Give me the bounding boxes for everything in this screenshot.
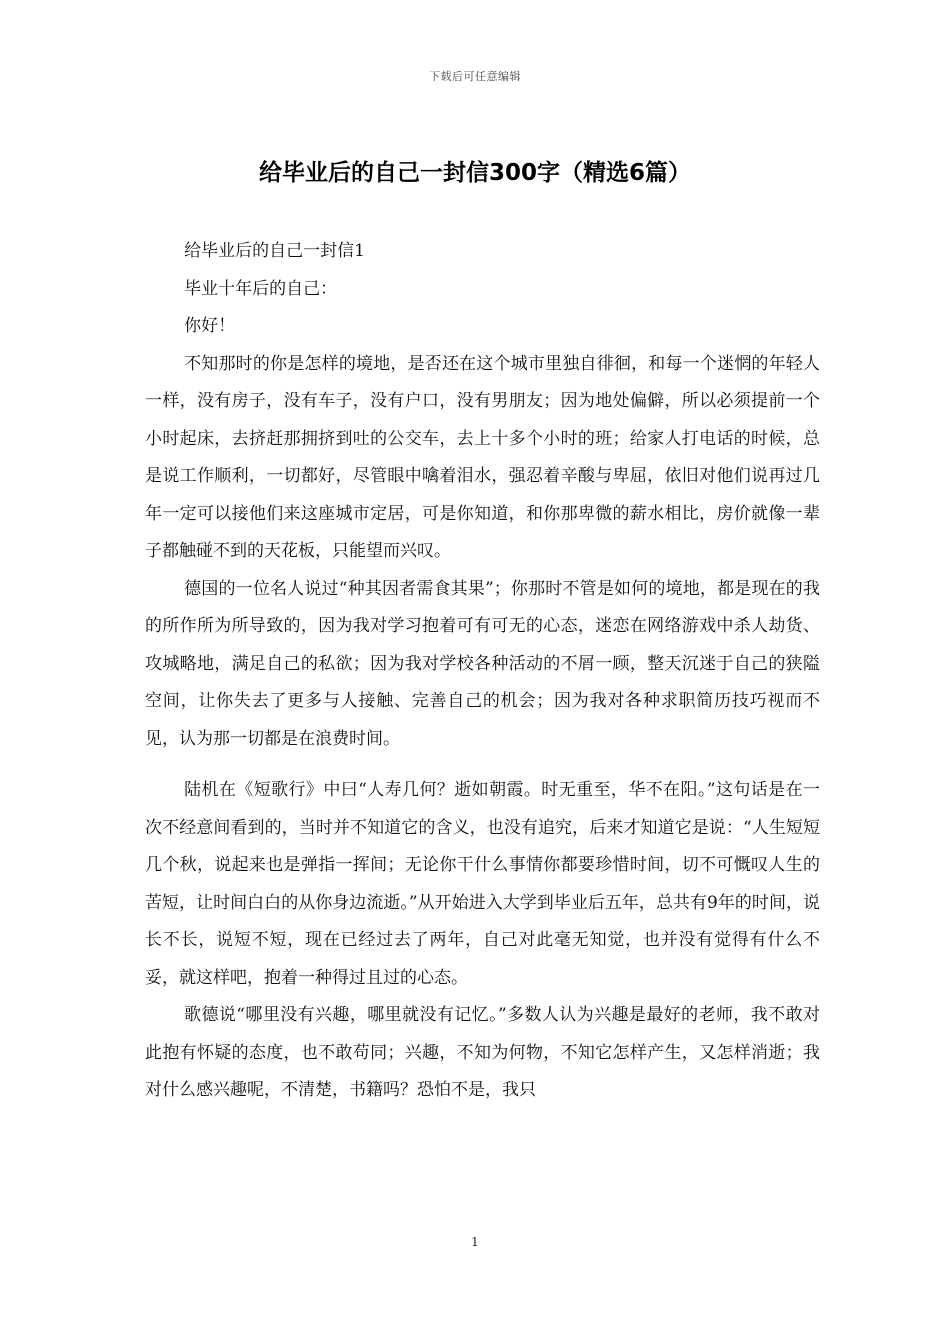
letter-salutation: 毕业十年后的自己： [184, 278, 338, 299]
letter-greeting: 你好！ [184, 316, 236, 336]
body-paragraph: 德国的一位名人说过“种其因者需食其果”；你那时不管是如何的境地，都是现在的我的所作所为所导致的，因为我对学习抱着可有可无的心态，迷恋在网络游戏中杀人劫货、攻城略地，满足自己的私欲；因为我对学校各种活动的不屑一顾，整天沉迷于自己的狭隘空间，让你失去了更多与人接触、完善自己的机会；因为我对各种求职简历技巧视而不见，认为那一切都是在浪费时间。 [145, 578, 820, 749]
page-number: 1 [471, 1235, 479, 1249]
body-paragraph: 陆机在《短歌行》中曰“人寿几何？逝如朝霞。时无重至，华不在阳。”这句话是在一次不经意间看到的，当时并不知道它的含义，也没有追究，后来才知道它是说：“人生短短几个秋，说起来也是弹指一挥间；无论你干什么事情你都要珍惜时间，切不可慨叹人生的苦短，让时间白白的从你身边流逝。”从开始进入大学到毕业后五年，总共有9年的时间，说长不长，说短不短，现在已经过去了两年，自己对此毫无知觉，也并没有觉得有什么不妥，就这样吧，抱着一种得过且过的心态。 [145, 780, 820, 988]
section-heading: 给毕业后的自己一封信1 [184, 241, 365, 261]
body-paragraph: 不知那时的你是怎样的境地，是否还在这个城市里独自徘徊，和每一个迷惘的年轻人一样，没有房子，没有车子，没有户口，没有男朋友；因为地处偏僻，所以必须提前一个小时起床，去挤赶那拥挤到吐的公交车，去上十多个小时的班；给家人打电话的时候，总是说工作顺利，一切都好，尽管眼中噙着泪水，强忍着辛酸与卑屈，依旧对他们说再过几年一定可以接他们来这座城市定居，可是你知道，和你那卑微的薪水相比，房价就像一辈子都触碰不到的天花板，只能望而兴叹。 [145, 353, 820, 561]
header-note: 下载后可任意编辑 [429, 70, 521, 83]
document-title: 给毕业后的自己一封信300字（精选6篇） [258, 160, 691, 186]
document-body [145, 233, 820, 1110]
body-paragraph: 歌德说“哪里没有兴趣，哪里就没有记忆。”多数人认为兴趣是最好的老师，我不敢对此抱有怀疑的态度，也不敢苟同；兴趣，不知为何物，不知它怎样产生，又怎样消逝；我对什么感兴趣呢，不清楚，书籍吗？恐怕不是，我只 [145, 1005, 820, 1100]
